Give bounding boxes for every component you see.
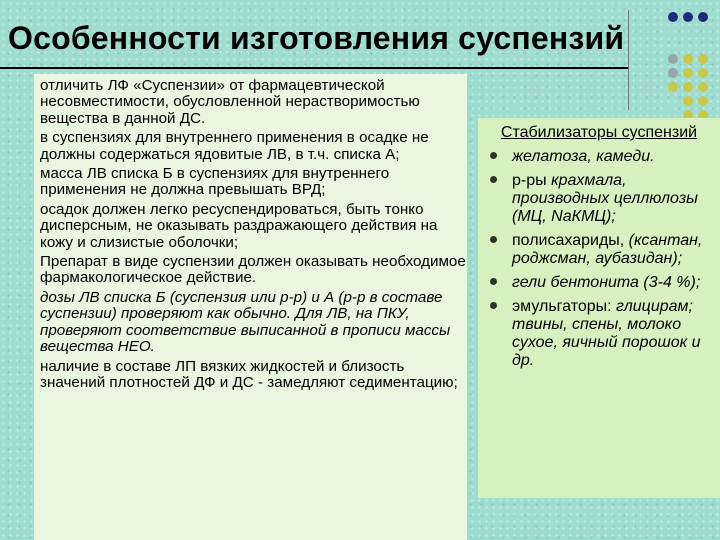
bullet-icon [490,302,497,309]
stabilizer-examples: крахмала, производных целлюлозы (МЦ, NaКМЦ); [512,172,698,225]
decor-dot [668,12,678,22]
decor-vertical-line [628,10,629,110]
stabilizer-item [478,298,720,370]
left-list-item: масса ЛВ списка Б в суспензиях для внутреннего применения не должна превышать ВРД; [40,165,390,199]
stabilizer-prefix: р-ры [512,172,552,189]
left-list-item: дозы ЛВ списка Б (суспензия или р-р) и А (р-р в составе суспензии) проверяют как обычно. Для ЛВ, на ПКУ, проверяют соответствие выписанной в прописи массы вещества НЕО. [40,288,451,356]
bullet-icon [490,176,497,183]
stabilizers-box [478,118,720,498]
title-underline [0,67,628,69]
decor-dot-grid [640,10,720,120]
decor-dot [698,54,708,64]
stabilizer-prefix: полисахариды, [512,232,629,249]
bullet-icon [490,152,497,159]
left-list-item: Препарат в виде суспензии должен оказывать необходимое фармакологическое действие. [40,253,466,287]
left-list-item: в суспензиях для внутреннего применения в осадке не должны содержаться ядовитые ЛВ, в т.ч. списка А; [40,129,429,163]
stabilizer-item [478,274,720,292]
decor-dot [698,96,708,106]
left-list-item: осадок должен легко ресуспендироваться, быть тонко дисперсным, не оказывать раздражающего действия на кожу и слизистые оболочки; [40,200,438,251]
decor-dot [683,82,693,92]
stabilizers-title: Стабилизаторы суспензий [500,124,698,141]
decor-dot [668,82,678,92]
stabilizer-item [478,172,720,226]
decor-dot [668,68,678,78]
stabilizer-prefix: эмульгаторы: [512,298,617,315]
decor-dot [683,12,693,22]
decor-dot [668,54,678,64]
stabilizers-list [478,148,720,370]
stabilizer-examples: желатоза, камеди. [512,148,655,165]
decor-dot [683,54,693,64]
stabilizer-examples: (ксантан, роджсман, аубазидан); [512,232,703,267]
decor-dot [698,68,708,78]
decor-dot [683,68,693,78]
requirements-list [34,74,467,391]
bullet-icon [490,278,497,285]
left-text-panel [34,74,467,540]
left-list-item: отличить ЛФ «Суспензии» от фармацевтической несовместимости, обусловленной нерастворимостью вещества в данной ДС. [40,77,420,127]
stabilizer-item [478,148,720,166]
bullet-icon [490,236,497,243]
decor-dot [698,82,708,92]
left-list-item: наличие в составе ЛП вязких жидкостей и близость значений плотностей ДФ и ДС - замедляют седиментацию; [40,357,458,391]
stabilizer-item [478,232,720,268]
decor-dot [698,12,708,22]
stabilizer-examples: глицирам; твины, спены, молоко сухое, яичный порошок и др. [512,298,701,369]
stabilizer-examples: гели бентонита (3-4 %); [512,274,701,291]
decor-dot [683,96,693,106]
slide-title: Особенности изготовления суспензий [8,20,625,56]
